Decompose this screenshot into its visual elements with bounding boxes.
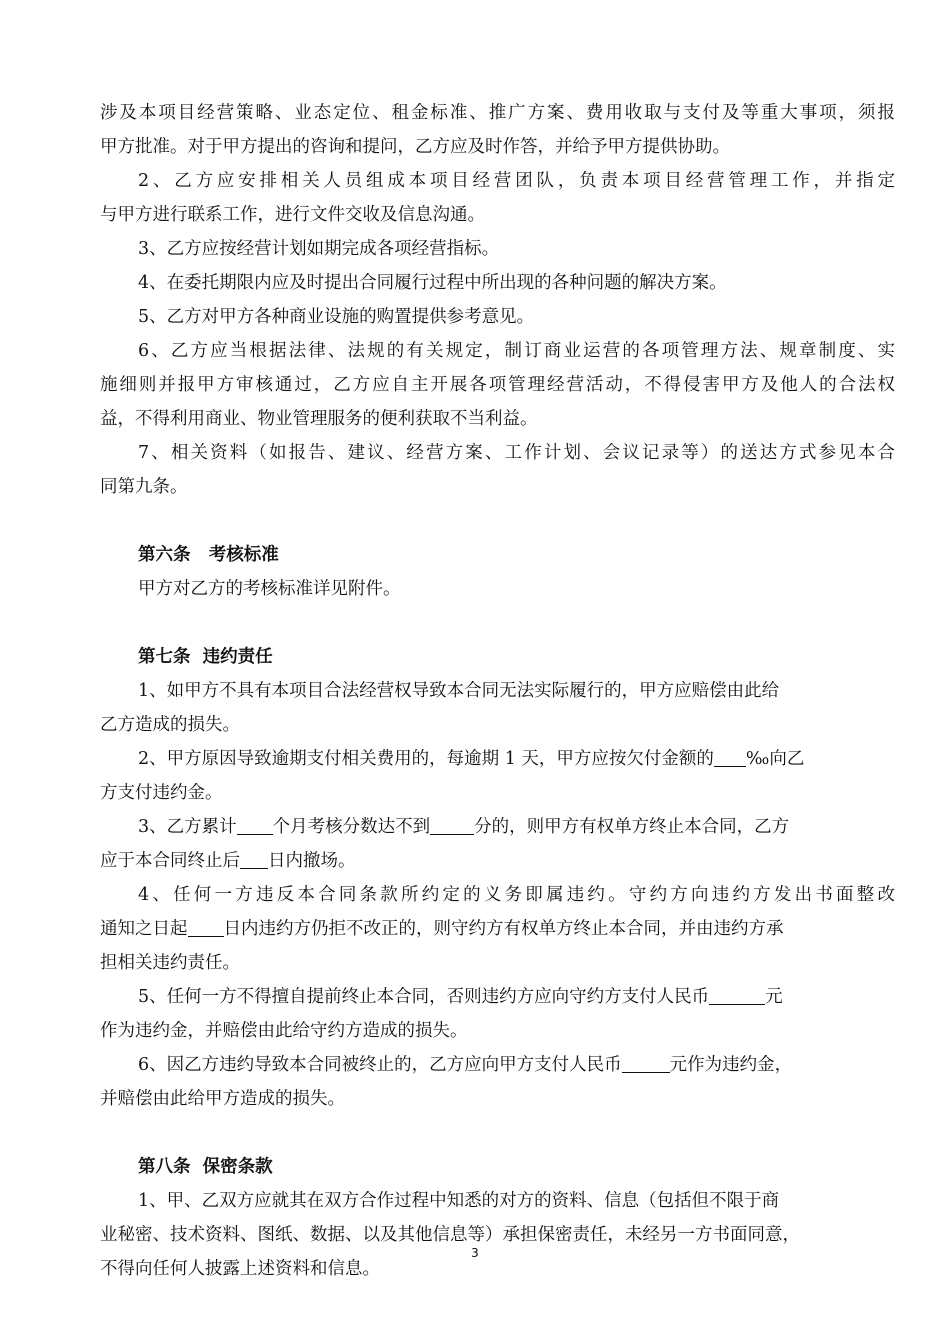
text-line: 涉及本项目经营策略、业态定位、租金标准、推广方案、费用收取与支付及等重大事项，须报 xyxy=(100,103,895,123)
text-fragment: 通知之日起 xyxy=(100,919,188,939)
text-fragment: 个月考核分数达不到 xyxy=(272,817,431,837)
section-gap xyxy=(100,1116,895,1150)
text-fragment: 元作为违约金， xyxy=(669,1055,793,1075)
blank-field xyxy=(714,746,746,767)
text-line: 与甲方进行联系工作，进行文件交收及信息沟通。 xyxy=(100,205,485,225)
text-line xyxy=(100,844,895,878)
text-line: 2、乙方应安排相关人员组成本项目经营团队，负责本项目经营管理工作，并指定 xyxy=(138,171,895,191)
blank-field xyxy=(709,984,765,1005)
text-fragment: 日内撤场。 xyxy=(268,851,356,871)
text-line: 5、乙方对甲方各种商业设施的购置提供参考意见。 xyxy=(138,307,535,327)
text-line xyxy=(100,912,895,946)
text-line: 益，不得利用商业、物业管理服务的便利获取不当利益。 xyxy=(100,409,538,429)
text-fragment: 应于本合同终止后 xyxy=(100,851,240,871)
text-line: 方支付违约金。 xyxy=(100,783,223,803)
blank-field xyxy=(430,814,474,835)
text-fragment: 元 xyxy=(765,987,783,1007)
article-7-heading: 第七条 违约责任 xyxy=(138,647,273,667)
text-line: 4、任何一方违反本合同条款所约定的义务即属违约。守约方向违约方发出书面整改 xyxy=(138,885,895,905)
text-line: 乙方造成的损失。 xyxy=(100,715,240,735)
text-line xyxy=(100,980,895,1014)
section-gap xyxy=(100,606,895,640)
text-line xyxy=(100,1048,895,1082)
text-fragment: 5、任何一方不得擅自提前终止本合同，否则违约方应向守约方支付人民币 xyxy=(138,987,710,1007)
text-line: 施细则并报甲方审核通过，乙方应自主开展各项管理经营活动，不得侵害甲方及他人的合法权 xyxy=(100,375,895,395)
text-line: 不得向任何人披露上述资料和信息。 xyxy=(100,1259,380,1279)
text-line: 1、如甲方不具有本项目合法经营权导致本合同无法实际履行的，甲方应赔偿由此给 xyxy=(138,681,780,701)
text-line: 同第九条。 xyxy=(100,477,188,497)
text-fragment: 日内违约方仍拒不改正的，则守约方有权单方终止本合同，并由违约方承 xyxy=(223,919,784,939)
text-line xyxy=(100,742,895,776)
text-line: 6、乙方应当根据法律、法规的有关规定，制订商业运营的各项管理方法、规章制度、实 xyxy=(138,341,895,361)
text-line: 1、甲、乙双方应就其在双方合作过程中知悉的对方的资料、信息（包括但不限于商 xyxy=(138,1191,780,1211)
blank-field xyxy=(188,916,224,937)
text-line: 作为违约金，并赔偿由此给守约方造成的损失。 xyxy=(100,1021,468,1041)
document-body xyxy=(100,96,895,1286)
blank-field xyxy=(237,814,273,835)
text-line: 担相关违约责任。 xyxy=(100,953,240,973)
text-line: 4、在委托期限内应及时提出合同履行过程中所出现的各种问题的解决方案。 xyxy=(138,273,727,293)
text-fragment: 3、乙方累计 xyxy=(138,817,237,837)
text-line: 甲方对乙方的考核标准详见附件。 xyxy=(138,579,401,599)
article-6-heading: 第六条 考核标准 xyxy=(138,545,279,565)
text-line xyxy=(100,810,895,844)
text-fragment: 2、甲方原因导致逾期支付相关费用的，每逾期 1 天，甲方应按欠付金额的 xyxy=(138,749,714,769)
blank-field xyxy=(240,848,268,869)
text-line: 甲方批准。对于甲方提出的咨询和提问，乙方应及时作答，并给予甲方提供协助。 xyxy=(100,137,730,157)
text-line: 并赔偿由此给甲方造成的损失。 xyxy=(100,1089,345,1109)
article-8-heading: 第八条 保密条款 xyxy=(138,1157,273,1177)
page-number: 3 xyxy=(471,1246,479,1260)
text-line: 3、乙方应按经营计划如期完成各项经营指标。 xyxy=(138,239,500,259)
text-line: 7、相关资料（如报告、建议、经营方案、工作计划、会议记录等）的送达方式参见本合 xyxy=(138,443,895,463)
text-fragment: 分的，则甲方有权单方终止本合同，乙方 xyxy=(474,817,790,837)
text-fragment: ‰向乙 xyxy=(745,749,805,769)
section-gap xyxy=(100,504,895,538)
blank-field xyxy=(622,1052,670,1073)
text-line: 业秘密、技术资料、图纸、数据、以及其他信息等）承担保密责任，未经另一方书面同意， xyxy=(100,1225,800,1245)
text-fragment: 6、因乙方违约导致本合同被终止的，乙方应向甲方支付人民币 xyxy=(138,1055,622,1075)
